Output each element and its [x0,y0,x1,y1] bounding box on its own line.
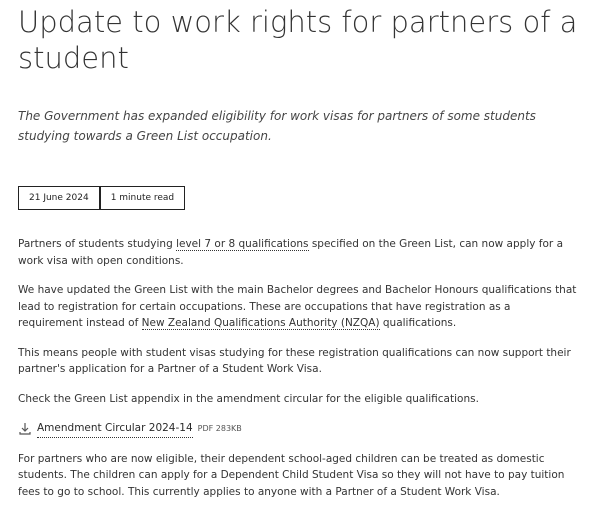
paragraph-text: Partners of students studying [18,238,177,250]
article-body [18,236,578,513]
document-download-row [18,420,578,438]
document-meta: PDF 283KB [197,423,242,433]
nzqa-link[interactable]: New Zealand Qualifications Authority (NZQA) [141,317,380,329]
paragraph: Check the Green List appendix in the amendment circular for the eligible qualifications. [18,392,479,405]
paragraph-text: We have updated the Green List with the main Bachelor degrees and Bachelor Honours qualifications that lead to registration for certain occupations. These are occupations that have registration as a requirement instead of [18,284,577,329]
article-meta [18,186,185,210]
paragraph [18,236,578,269]
level-7-8-qualifications-link[interactable]: level 7 or 8 qualifications [176,238,309,250]
lede-text: The Government has expanded eligibility for work visas for partners of some students studying towards a Green List occupation. [18,109,536,143]
read-time-badge: 1 minute read [100,186,185,210]
page-title: Update to work rights for partners of a student [18,5,578,75]
download-icon[interactable] [18,422,32,436]
paragraph [18,282,578,332]
paragraph-text: specified on the Green List, can now apply for a work visa with open conditions. [18,238,563,267]
paragraph: For partners who are now eligible, their dependent school-aged children can be treated as domestic students. The children can apply for a Dependent Child Student Visa so they will not have to pay tuition fees to go to school. This currently applies to anyone with a Partner of a Student Work Visa. [18,452,565,498]
paragraph: This means people with student visas studying for these registration qualifications can now support their partner's application for a Partner of a Student Work Visa. [18,346,571,375]
amendment-circular-link[interactable]: Amendment Circular 2024-14 [37,420,193,438]
paragraph-text: qualifications. [379,317,457,329]
date-badge: 21 June 2024 [18,186,100,210]
